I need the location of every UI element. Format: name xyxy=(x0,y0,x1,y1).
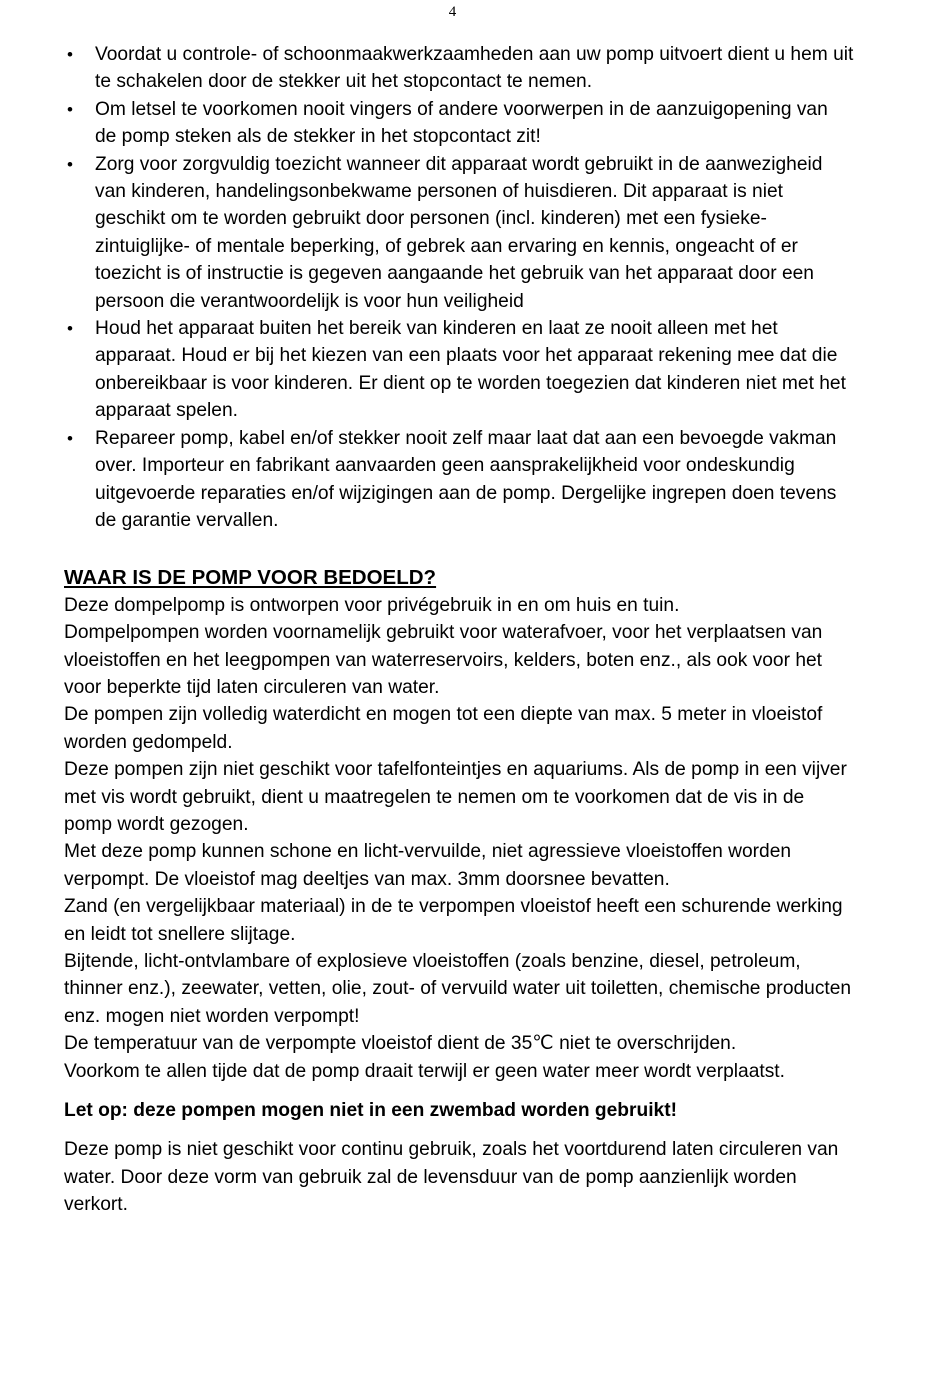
bullet-icon: • xyxy=(67,99,73,119)
body-paragraph: De temperatuur van de verpompte vloeistof dient de 35℃ niet te overschrijden. xyxy=(64,1033,737,1055)
page-number: 4 xyxy=(448,4,457,20)
list-item xyxy=(64,425,854,535)
body-paragraph: Dompelpompen worden voornamelijk gebruikt voor waterafvoer, voor het verplaatsen van vloeistoffen en het leegpompen van waterreservoirs, kelders, boten enz., als ook voor het voor beperkte tijd laten circuleren van water. xyxy=(64,622,823,698)
bullet-text: Voordat u controle- of schoonmaakwerkzaamheden aan uw pomp uitvoert dient u hem uit te schakelen door de stekker uit het stopcontact te nemen. xyxy=(95,44,854,93)
bullet-icon: • xyxy=(67,45,73,64)
list-item xyxy=(64,96,854,151)
bullet-text: Om letsel te voorkomen nooit vingers of andere voorwerpen in de aanzuigopening van de pomp steken als de stekker in het stopcontact zit! xyxy=(95,98,828,148)
body-paragraph: Met deze pomp kunnen schone en licht-vervuilde, niet agressieve vloeistoffen worden verpompt. De vloeistof mag deeltjes van max. 3mm doorsnee bevatten. xyxy=(64,841,792,890)
section-heading: WAAR IS DE POMP VOOR BEDOELD? xyxy=(64,566,437,590)
bullet-text: Houd het apparaat buiten het bereik van kinderen en laat ze nooit alleen met het apparaat. Houd er bij het kiezen van een plaats voor het apparaat rekening mee dat die onbereikbaar is voor kinderen. Er dient op te worden toegezien dat kinderen niet met het apparaat spelen. xyxy=(95,318,846,422)
bullet-text: Repareer pomp, kabel en/of stekker nooit zelf maar laat dat aan een bevoegde vakman over. Importeur en fabrikant aanvaarden geen aansprakelijkheid voor ondeskundig uitgevoerde reparaties en/of wijzigingen aan de pomp. Dergelijke ingrepen doen tevens de garantie vervallen. xyxy=(95,427,837,531)
list-item xyxy=(64,151,854,315)
closing-paragraph: Deze pomp is niet geschikt voor continu gebruik, zoals het voortdurend laten circuleren van water. Door deze vorm van gebruik zal de levensduur van de pomp aanzienlijk worden verkort. xyxy=(64,1139,839,1216)
page-content xyxy=(64,41,854,1219)
pool-warning: Let op: deze pompen mogen niet in een zwembad worden gebruikt! xyxy=(64,1100,677,1122)
body-paragraph: Deze pompen zijn niet geschikt voor tafelfonteintjes en aquariums. Als de pomp in een vijver met vis wordt gebruikt, dient u maatregelen te nemen om te voorkomen dat de vis in de pomp wordt gezogen. xyxy=(64,759,847,835)
body-paragraph: De pompen zijn volledig waterdicht en mogen tot een diepte van max. 5 meter in vloeistof worden gedompeld. xyxy=(64,704,823,753)
bullet-text: Zorg voor zorgvuldig toezicht wanneer dit apparaat wordt gebruikt in de aanwezigheid van kinderen, handelingsonbekwame personen of huisdieren. Dit apparaat is niet geschikt om te worden gebruikt door personen (incl. kinderen) met een fysieke- zintuiglijke- of mentale beperking, of gebrek aan ervaring en kennis, ongeacht of er toezicht is of instructie is gegeven aangaande het gebruik van het apparaat door een persoon die verantwoordelijk is voor hun veiligheid xyxy=(95,153,823,312)
bullet-icon: • xyxy=(67,319,73,339)
body-paragraph: Bijtende, licht-ontvlambare of explosieve vloeistoffen (zoals benzine, diesel, petroleum, thinner enz.), zeewater, vetten, olie, zout- of vervuild water uit toiletten, chemische producten enz. mogen niet worden verpompt! xyxy=(64,951,852,1027)
bullet-icon: • xyxy=(67,154,73,174)
list-item xyxy=(64,315,854,425)
body-paragraph: Deze dompelpomp is ontworpen voor privégebruik in en om huis en tuin. xyxy=(64,594,680,616)
body-paragraph: Zand (en vergelijkbaar materiaal) in de te verpompen vloeistof heeft een schurende werking en leidt tot snellere slijtage. xyxy=(64,896,843,945)
body-paragraph: Voorkom te allen tijde dat de pomp draait terwijl er geen water meer wordt verplaatst. xyxy=(64,1060,785,1082)
bullet-icon: • xyxy=(67,428,73,448)
safety-bullet-list xyxy=(64,41,854,534)
list-item xyxy=(64,41,854,96)
